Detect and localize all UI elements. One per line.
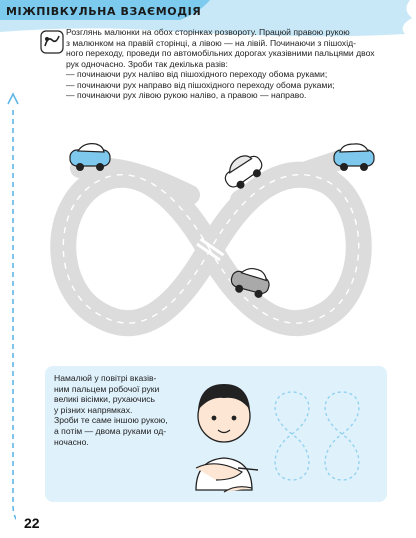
page-number: 22 [24, 515, 40, 531]
task-line: у різних напрямках. [54, 404, 133, 415]
instruction-line: рук одночасно. Зроби так декілька разів: [66, 58, 228, 69]
instruction-line: Розглянь малюнки на обох сторінках розвороту. Працюй правою рукою [66, 27, 350, 37]
task-line: великі вісімки, рухаючись [54, 394, 156, 405]
task-line: Зроби те саме іншою рукою, [54, 415, 168, 426]
instruction-line: ного переходу, проведи по автомобільних дорогах указівними пальцями двох [66, 48, 375, 58]
section-title: МІЖПІВКУЛЬНА ВЗАЄМОДІЯ [6, 5, 202, 18]
task-line: ним пальцем робочої руки [54, 383, 160, 394]
task-box-text [54, 373, 174, 447]
eights-tracing [262, 386, 372, 486]
instruction-item: — починаючи рух наліво від пішохідного переходу обома руками; [66, 69, 328, 79]
infinity-road [40, 140, 380, 350]
instruction-item: — починаючи рух направо від пішохідного переходу обома руками; [66, 79, 335, 90]
task-line: а потім — двома руками од- [54, 425, 167, 436]
figure-eight-icon [275, 392, 309, 480]
child-illustration [176, 372, 272, 502]
task-line: Намалюй у повітрі вказів- [54, 373, 157, 383]
instruction-line: з малюнком на правій сторінці, а лівою — на лівій. Починаючи з пішохід- [66, 37, 356, 48]
task-line: ночасно. [54, 436, 89, 447]
instruction-item: — починаючи рух лівою рукою наліво, а правою — направо. [66, 90, 307, 100]
figure-eight-icon [325, 392, 359, 480]
